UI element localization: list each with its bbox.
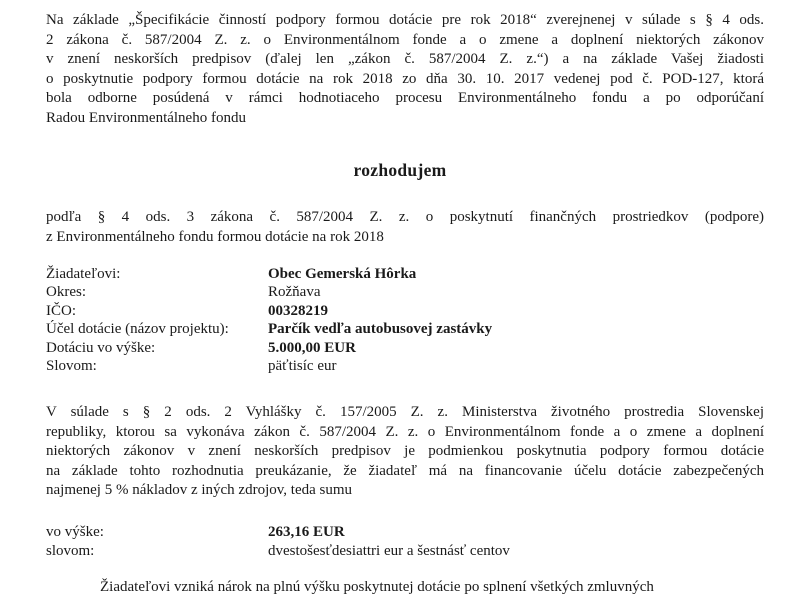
grant-details	[46, 265, 764, 375]
regulation-line: V súlade s § 2 ods. 2 Vyhlášky č. 157/2005 Z. z. Ministerstva životného prostredia Slovenskej	[46, 404, 764, 420]
detail-row-ico	[46, 302, 764, 320]
amount-label: slovom:	[46, 543, 95, 559]
intro-paragraph	[46, 11, 764, 129]
detail-value: Obec Gemerská Hôrka	[268, 266, 417, 282]
regulation-line: najmenej 5 % nákladov z iných zdrojov, teda sumu	[46, 482, 353, 499]
regulation-line: republiky, ktorou sa vykonáva zákon č. 587/2004 Z. z. o Environmentálnom fonde a o zmene a doplnení	[46, 423, 764, 440]
closing-paragraph: Žiadateľovi vzniká nárok na plnú výšku poskytnutej dotácie po splnení všetkých zmluvných	[100, 579, 654, 595]
detail-row-applicant	[46, 265, 764, 283]
cofinancing-amount	[46, 523, 764, 561]
intro-line: o poskytnutie podpory formou dotácie na rok 2018 zo dňa 30. 10. 2017 vedenej pod č. POD-127, ktorá	[46, 70, 764, 87]
intro-line: Na základe „Špecifikácie činností podpory formou dotácie pre rok 2018“ zverejnenej v súlade s § 4 ods.	[46, 12, 764, 28]
detail-value: päťtisíc eur	[268, 357, 337, 374]
regulation-paragraph	[46, 403, 764, 501]
detail-row-district	[46, 283, 764, 301]
decision-paragraph	[46, 208, 764, 247]
detail-label: IČO:	[46, 302, 76, 319]
intro-line: 2 zákona č. 587/2004 Z. z. o Environmentálnom fonde a o zmene a doplnení niektorých zákonov	[46, 31, 764, 48]
amount-value: dvestošesťdesiattri eur a šestnásť centov	[268, 543, 510, 559]
detail-value: 00328219	[268, 302, 328, 319]
decision-line: podľa § 4 ods. 3 zákona č. 587/2004 Z. z. o poskytnutí finančných prostriedkov (podpore)	[46, 209, 764, 225]
detail-value: 5.000,00 EUR	[268, 339, 356, 356]
detail-label: Dotáciu vo výške:	[46, 339, 156, 356]
intro-line: Radou Environmentálneho fondu	[46, 109, 246, 126]
amount-label: vo výške:	[46, 524, 104, 540]
decision-heading: rozhodujem	[353, 160, 447, 180]
detail-label: Okres:	[46, 284, 86, 301]
detail-row-in-words	[46, 357, 764, 375]
detail-label: Účel dotácie (názov projektu):	[46, 321, 229, 338]
detail-row-purpose	[46, 320, 764, 338]
amount-row-value	[46, 523, 764, 542]
intro-line: v znení neskorších predpisov (ďalej len „zákon č. 587/2004 Z. z.“) a na základe Vašej žiadosti	[46, 51, 764, 68]
detail-row-grant-amount	[46, 339, 764, 357]
regulation-line: niektorých zákonov v znení neskorších predpisov je podmienkou poskytnutia podpory formou dotácie	[46, 443, 764, 460]
amount-row-words	[46, 542, 764, 561]
detail-label: Slovom:	[46, 357, 97, 374]
regulation-line: na základe tohto rozhodnutia preukázanie, že žiadateľ má na financovanie účelu dotácie zabezpečených	[46, 462, 764, 479]
detail-value: Rožňava	[268, 284, 321, 301]
detail-value: Parčík vedľa autobusovej zastávky	[268, 321, 493, 338]
amount-value: 263,16 EUR	[268, 524, 345, 540]
intro-line: bola odborne posúdená v rámci hodnotiaceho procesu Environmentálneho fondu a po odporúčaní	[46, 90, 764, 107]
detail-label: Žiadateľovi:	[46, 266, 121, 282]
decision-line: z Environmentálneho fondu formou dotácie na rok 2018	[46, 228, 384, 245]
